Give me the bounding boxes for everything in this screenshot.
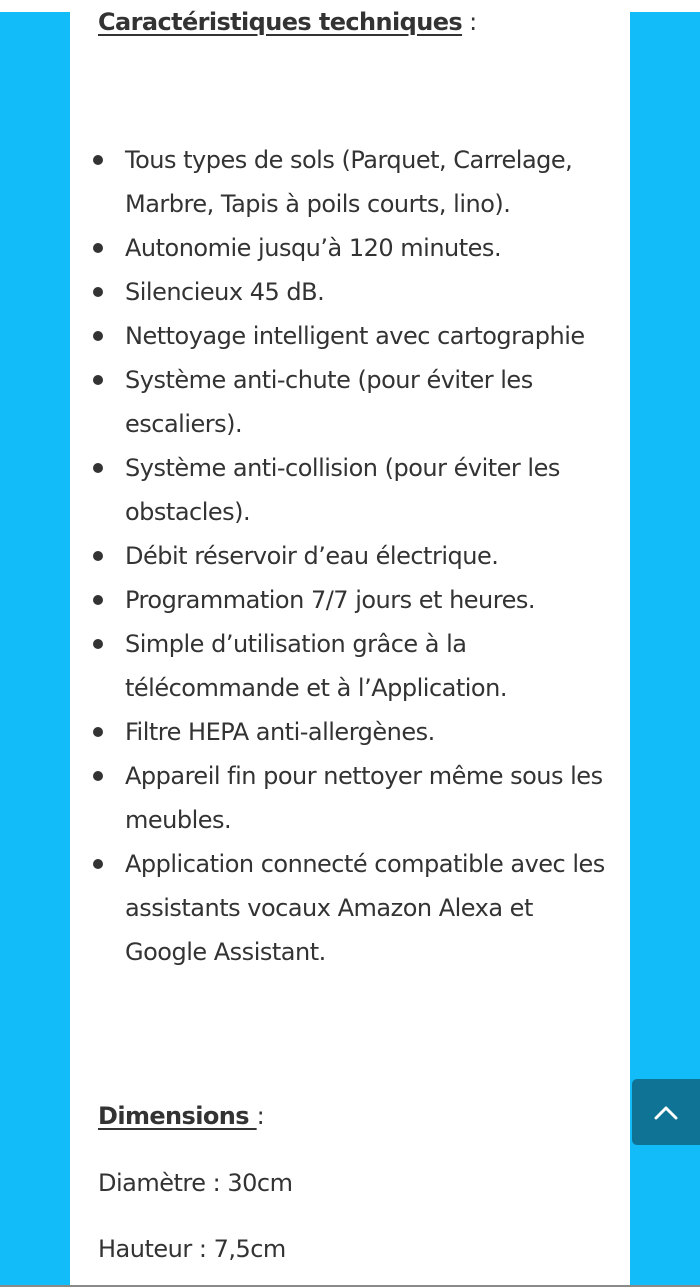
bullet-icon	[93, 375, 103, 385]
dimensions-heading	[98, 1102, 264, 1130]
feature-text: Silencieux 45 dB.	[125, 278, 325, 306]
feature-text: Application connecté compatible avec les assistants vocaux Amazon Alexa et Google Assistant.	[125, 850, 605, 966]
bullet-icon	[93, 859, 103, 869]
list-item	[70, 842, 605, 974]
features-list	[70, 138, 605, 974]
bullet-icon	[93, 727, 103, 737]
list-item	[70, 446, 605, 534]
feature-text: Système anti-collision (pour éviter les obstacles).	[125, 454, 560, 526]
feature-text: Débit réservoir d’eau électrique.	[125, 542, 499, 570]
feature-text: Nettoyage intelligent avec cartographie	[125, 322, 585, 350]
bullet-icon	[93, 771, 103, 781]
feature-text: Filtre HEPA anti-allergènes.	[125, 718, 435, 746]
bullet-icon	[93, 331, 103, 341]
list-item	[70, 226, 605, 270]
list-item	[70, 270, 605, 314]
feature-text: Autonomie jusqu’à 120 minutes.	[125, 234, 502, 262]
feature-text: Tous types de sols (Parquet, Carrelage, Marbre, Tapis à poils courts, lino).	[125, 146, 573, 218]
specs-heading	[98, 8, 477, 36]
bullet-icon	[93, 595, 103, 605]
left-background-band	[0, 12, 70, 1285]
bullet-icon	[93, 155, 103, 165]
diameter-text: Diamètre : 30cm	[98, 1169, 293, 1197]
bullet-icon	[93, 551, 103, 561]
list-item	[70, 578, 605, 622]
height-text: Hauteur : 7,5cm	[98, 1235, 286, 1263]
list-item	[70, 358, 605, 446]
feature-text: Appareil fin pour nettoyer même sous les meubles.	[125, 762, 603, 834]
list-item	[70, 710, 605, 754]
feature-text: Simple d’utilisation grâce à la télécommande et à l’Application.	[125, 630, 507, 702]
bullet-icon	[93, 243, 103, 253]
list-item	[70, 622, 605, 710]
specs-heading-colon: :	[462, 8, 477, 36]
article-content	[70, 0, 630, 1285]
scroll-to-top-button[interactable]	[632, 1079, 700, 1145]
bullet-icon	[93, 639, 103, 649]
list-item	[70, 314, 605, 358]
list-item	[70, 138, 605, 226]
dimensions-heading-text: Dimensions	[98, 1102, 257, 1130]
feature-text: Système anti-chute (pour éviter les escaliers).	[125, 366, 533, 438]
specs-heading-text: Caractéristiques techniques	[98, 8, 463, 36]
dimensions-heading-colon: :	[256, 1102, 265, 1130]
chevron-up-icon	[654, 1103, 678, 1121]
bullet-icon	[93, 463, 103, 473]
bullet-icon	[93, 287, 103, 297]
feature-text: Programmation 7/7 jours et heures.	[125, 586, 535, 614]
list-item	[70, 754, 605, 842]
list-item	[70, 534, 605, 578]
